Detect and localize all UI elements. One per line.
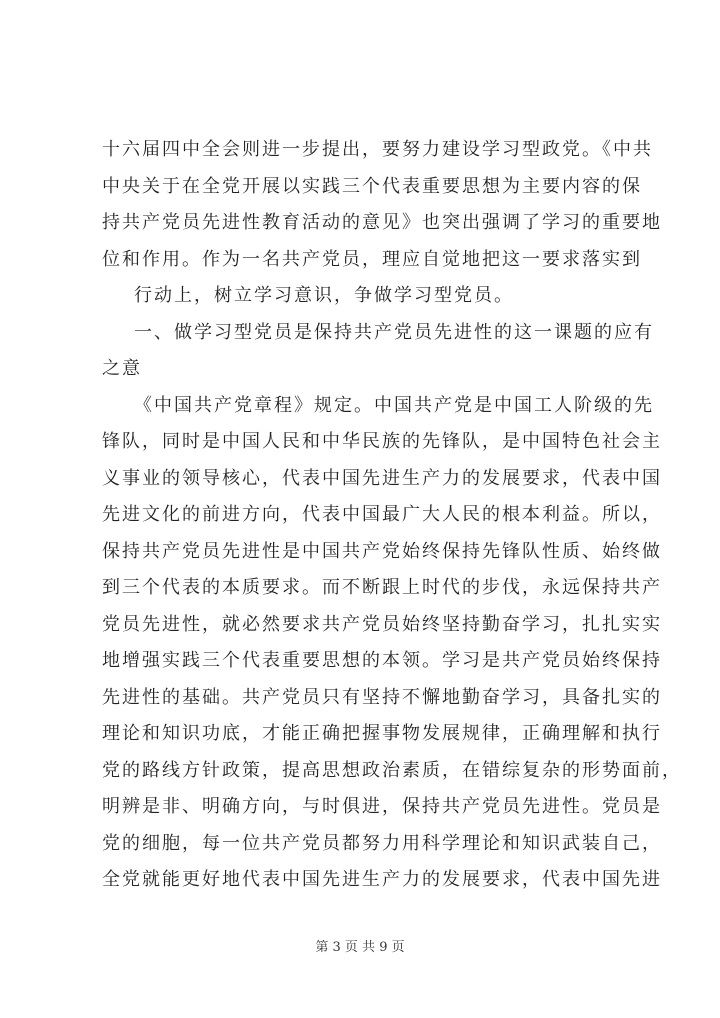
text-line: 《中国共产党章程》规定。中国共产党是中国工人阶级的先 <box>134 394 654 416</box>
text-line: 锋队，同时是中国人民和中华民族的先锋队，是中国特色社会主 <box>102 431 662 452</box>
document-body <box>102 132 682 899</box>
text-line: 义事业的领导核心，代表中国先进生产力的发展要求，代表中国 <box>102 467 662 489</box>
text-line: 党的细胞，每一位共产党员都努力用科学理论和知识武装自己， <box>102 832 662 854</box>
text-line: 一、做学习型党员是保持共产党员先进性的这一课题的应有 <box>134 321 654 343</box>
text-line: 全党就能更好地代表中国先进生产力的发展要求，代表中国先进 <box>102 869 662 890</box>
text-line: 先进文化的前进方向，代表中国最广大人民的根本利益。所以， <box>102 504 662 525</box>
text-line: 行动上，树立学习意识，争做学习型党员。 <box>134 285 514 306</box>
text-line: 位和作用。作为一名共产党员，理应自觉地把这一要求落实到 <box>102 248 642 270</box>
page-number-footer: 第 3 页 共 9 页 <box>315 940 405 955</box>
text-line: 中央关于在全党开展以实践三个代表重要思想为主要内容的保 <box>102 175 642 197</box>
text-line: 理论和知识功底，才能正确把握事物发展规律，正确理解和执行 <box>102 723 662 744</box>
text-line: 十六届四中全会则进一步提出，要努力建设学习型政党。《中共 <box>102 139 653 160</box>
text-line: 到三个代表的本质要求。而不断跟上时代的步伐，永远保持共产 <box>102 577 662 598</box>
text-line: 之意 <box>102 358 142 379</box>
text-line: 持共产党员先进性教育活动的意见》也突出强调了学习的重要地 <box>102 212 662 233</box>
text-line: 保持共产党员先进性是中国共产党始终保持先锋队性质、始终做 <box>102 540 662 562</box>
text-line: 地增强实践三个代表重要思想的本领。学习是共产党员始终保持 <box>102 650 662 671</box>
text-line: 党员先进性，就必然要求共产党员始终坚持勤奋学习，扎扎实实 <box>102 613 662 635</box>
text-line: 党的路线方针政策，提高思想政治素质，在错综复杂的形势面前， <box>102 759 682 781</box>
text-line: 明辨是非、明确方向，与时俱进，保持共产党员先进性。党员是 <box>102 796 662 817</box>
text-line: 先进性的基础。共产党员只有坚持不懈地勤奋学习，具备扎实的 <box>102 686 662 708</box>
